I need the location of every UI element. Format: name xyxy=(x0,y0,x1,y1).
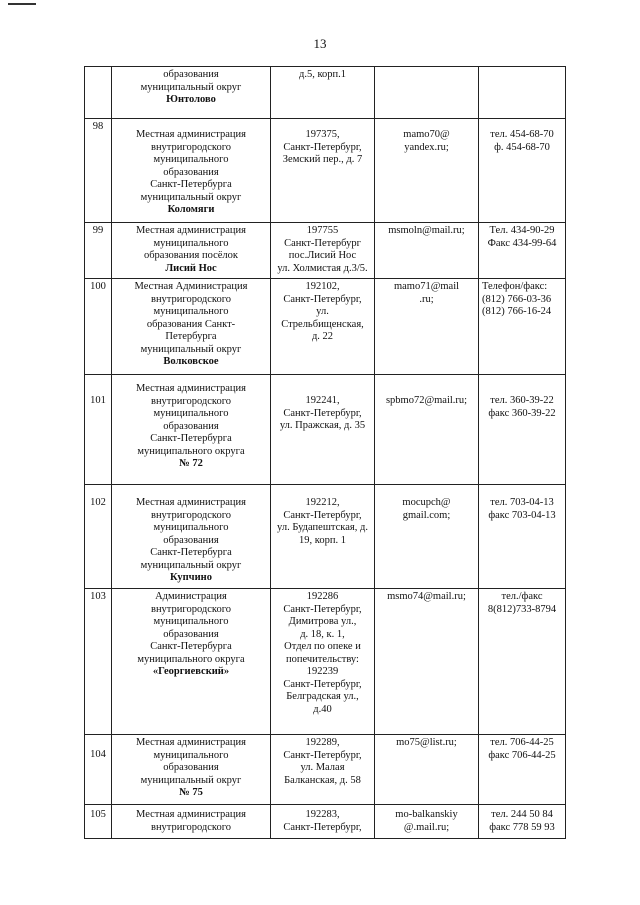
email-cell: msmoln@mail.ru; xyxy=(375,223,479,279)
organization-text: Местная администрация внутригородского муниципального образования Санкт-Петербурга муниципальный округ xyxy=(136,129,246,203)
organization-text: образования муниципальный округ xyxy=(140,69,242,93)
scan-edge-mark xyxy=(8,3,36,5)
organization-name: Волковское xyxy=(163,356,219,367)
email-cell: mocupch@ gmail.com; xyxy=(375,485,479,589)
organization-text: Местная Администрация внутригородского муниципального образования Санкт- Петербурга муниципальный округ xyxy=(134,281,248,355)
address-cell: д.5, корп.1 xyxy=(271,67,375,119)
phone-cell: Тел. 434-90-29 Факс 434-99-64 xyxy=(479,223,566,279)
address-cell: 192241, Санкт-Петербург, ул. Пражская, д. 35 xyxy=(271,375,375,485)
email-cell: mamo70@ yandex.ru; xyxy=(375,119,479,223)
table-row xyxy=(85,805,566,839)
phone-cell: тел. 454-68-70 ф. 454-68-70 xyxy=(479,119,566,223)
organization-text: Местная администрация внутригородского xyxy=(136,809,246,833)
organization-cell xyxy=(112,119,271,223)
table-row xyxy=(85,375,566,485)
organization-name: № 75 xyxy=(179,787,203,798)
row-number: 99 xyxy=(85,223,112,279)
organization-cell xyxy=(112,485,271,589)
organization-cell xyxy=(112,375,271,485)
email-cell: mo75@list.ru; xyxy=(375,735,479,805)
phone-cell xyxy=(479,67,566,119)
address-cell: 192283, Санкт-Петербург, xyxy=(271,805,375,839)
table-row xyxy=(85,485,566,589)
email-cell: spbmo72@mail.ru; xyxy=(375,375,479,485)
phone-cell: тел. 360-39-22 факс 360-39-22 xyxy=(479,375,566,485)
page-number: 13 xyxy=(313,36,327,51)
address-cell: 192212, Санкт-Петербург, ул. Будапештская, д. 19, корп. 1 xyxy=(271,485,375,589)
organization-name: № 72 xyxy=(179,458,203,469)
organization-text: Местная администрация внутригородского муниципального образования Санкт-Петербурга муниципальный округ xyxy=(136,497,246,571)
table-row xyxy=(85,67,566,119)
organization-cell xyxy=(112,805,271,839)
organization-name: Коломяги xyxy=(167,204,215,215)
row-number xyxy=(85,67,112,119)
row-number: 105 xyxy=(85,805,112,839)
phone-cell: Телефон/факс: (812) 766-03-36 (812) 766-16-24 xyxy=(479,279,566,375)
organization-cell xyxy=(112,223,271,279)
organization-name: Купчино xyxy=(170,572,212,583)
table-row xyxy=(85,279,566,375)
email-cell xyxy=(375,67,479,119)
table-row xyxy=(85,119,566,223)
organization-text: Местная администрация муниципального образования посёлок xyxy=(136,225,246,261)
organization-text: Администрация внутригородского муниципального образования Санкт-Петербурга муниципального округа xyxy=(137,591,245,665)
phone-cell: тел. 244 50 84 факс 778 59 93 xyxy=(479,805,566,839)
organization-text: Местная администрация внутригородского муниципального образования Санкт-Петербурга муниципального округа xyxy=(136,383,246,457)
organization-cell xyxy=(112,589,271,735)
table-row xyxy=(85,589,566,735)
email-cell: msmo74@mail.ru; xyxy=(375,589,479,735)
phone-cell: тел. 703-04-13 факс 703-04-13 xyxy=(479,485,566,589)
row-number: 98 xyxy=(85,119,112,223)
row-number: 101 xyxy=(85,375,112,485)
address-cell: 197755 Санкт-Петербург пос.Лисий Нос ул. Холмистая д.3/5. xyxy=(271,223,375,279)
organization-cell xyxy=(112,735,271,805)
email-cell: mo-balkanskiy @.mail.ru; xyxy=(375,805,479,839)
table-row xyxy=(85,735,566,805)
organization-name: Юнтолово xyxy=(166,94,216,105)
row-number: 102 xyxy=(85,485,112,589)
address-cell: 192102, Санкт-Петербург, ул. Стрельбищенская, д. 22 xyxy=(271,279,375,375)
organization-name: Лисий Нос xyxy=(165,262,217,274)
organization-cell xyxy=(112,67,271,119)
row-number: 100 xyxy=(85,279,112,375)
row-number: 104 xyxy=(85,735,112,805)
address-cell: 192289, Санкт-Петербург, ул. Малая Балканская, д. 58 xyxy=(271,735,375,805)
organization-text: Местная администрация муниципального образования муниципальный округ xyxy=(136,737,246,786)
email-cell: mamo71@mail .ru; xyxy=(375,279,479,375)
organization-cell xyxy=(112,279,271,375)
organization-name: «Георгиевский» xyxy=(152,666,230,677)
administrations-table xyxy=(84,66,566,839)
table-row xyxy=(85,223,566,279)
row-number: 103 xyxy=(85,589,112,735)
address-cell: 197375, Санкт-Петербург, Земский пер., д. 7 xyxy=(271,119,375,223)
address-cell: 192286 Санкт-Петербург, Димитрова ул., д. 18, к. 1, Отдел по опеке и попечительству: 192239 Санкт-Петербург, Белградская ул., д.40 xyxy=(271,589,375,735)
phone-cell: тел./факс 8(812)733-8794 xyxy=(479,589,566,735)
phone-cell: тел. 706-44-25 факс 706-44-25 xyxy=(479,735,566,805)
